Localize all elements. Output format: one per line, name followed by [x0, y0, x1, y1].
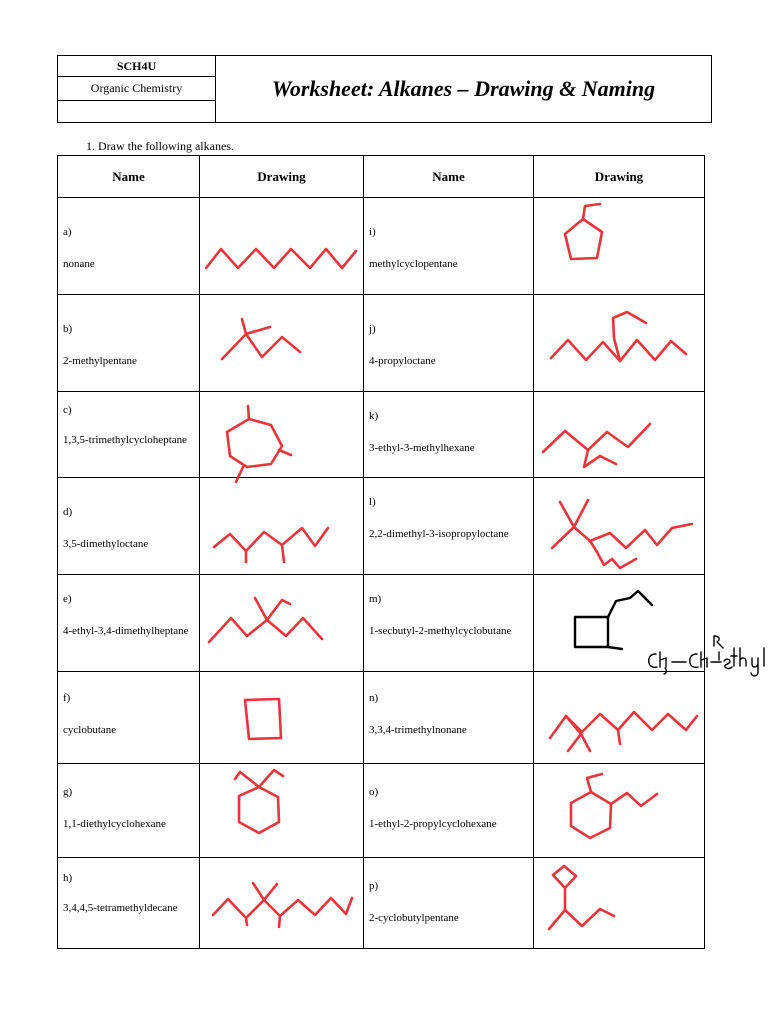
drawing-cell	[200, 672, 364, 764]
compound-name: 3,5-dimethyloctane	[63, 538, 149, 550]
compound-name: 3,4,4,5-tetramethyldecane	[63, 902, 178, 914]
drawing-cell	[200, 858, 364, 948]
compound-name: 4-ethyl-3,4-dimethylheptane	[63, 625, 189, 637]
compound-name: 1,3,5-trimethylcycloheptane	[63, 434, 188, 446]
name-cell	[364, 764, 534, 858]
name-cell	[58, 672, 200, 764]
compound-name: 2,2-dimethyl-3-isopropyloctane	[369, 528, 509, 540]
item-letter: h)	[63, 872, 73, 884]
name-cell	[364, 858, 534, 948]
name-cell	[58, 295, 200, 392]
item-letter: p)	[369, 880, 379, 892]
column-header-name-left: Name	[58, 156, 200, 198]
name-cell	[364, 198, 534, 295]
column-header-drawing-right: Drawing	[534, 156, 704, 198]
drawing-cell	[534, 392, 704, 478]
drawing-cell	[534, 198, 704, 295]
name-cell	[58, 858, 200, 948]
name-cell	[364, 672, 534, 764]
drawing-cell	[200, 764, 364, 858]
item-letter: k)	[369, 410, 379, 422]
compound-name: 1-ethyl-2-propylcyclohexane	[369, 818, 497, 830]
course-name: Organic Chemistry	[58, 77, 216, 101]
compound-name: 1,1-diethylcyclohexane	[63, 818, 166, 830]
instruction-text: 1. Draw the following alkanes.	[86, 139, 234, 153]
name-cell	[364, 575, 534, 672]
name-cell	[58, 478, 200, 575]
compound-name: nonane	[63, 258, 95, 270]
compound-name: cyclobutane	[63, 724, 117, 736]
item-letter: c)	[63, 404, 72, 416]
course-code: SCH4U	[58, 56, 216, 77]
item-letter: l)	[369, 496, 376, 508]
compound-name: 4-propyloctane	[369, 355, 436, 367]
compound-name: 2-methylpentane	[63, 355, 137, 367]
drawing-cell	[200, 295, 364, 392]
column-header-name-right: Name	[364, 156, 534, 198]
item-letter: b)	[63, 323, 73, 335]
name-cell	[364, 295, 534, 392]
compound-name: 2-cyclobutylpentane	[369, 912, 459, 924]
name-cell	[364, 392, 534, 478]
drawing-cell	[534, 764, 704, 858]
drawing-cell	[534, 858, 704, 948]
item-letter: e)	[63, 593, 72, 605]
header-empty-cell	[58, 101, 216, 123]
drawing-cell	[534, 295, 704, 392]
item-letter: f)	[63, 692, 71, 704]
drawing-cell	[200, 478, 364, 575]
name-cell	[58, 392, 200, 478]
drawing-cell	[200, 575, 364, 672]
compound-name: methylcyclopentane	[369, 258, 458, 270]
item-letter: g)	[63, 786, 73, 798]
name-cell	[364, 478, 534, 575]
item-letter: n)	[369, 692, 379, 704]
item-letter: m)	[369, 593, 382, 605]
drawing-cell	[200, 392, 364, 478]
item-letter: d)	[63, 506, 73, 518]
name-cell	[58, 764, 200, 858]
compound-name: 3,3,4-trimethylnonane	[369, 724, 467, 736]
worksheet-title: Worksheet: Alkanes – Drawing & Naming	[271, 76, 656, 101]
drawing-cell	[534, 672, 704, 764]
worksheet-header	[57, 55, 712, 123]
drawing-cell	[200, 198, 364, 295]
column-header-drawing-left: Drawing	[200, 156, 364, 198]
item-letter: o)	[369, 786, 379, 798]
item-letter: j)	[369, 323, 376, 335]
name-cell	[58, 198, 200, 295]
compound-name: 1-secbutyl-2-methylcyclobutane	[369, 625, 512, 637]
item-letter: i)	[369, 226, 376, 238]
alkanes-table	[57, 155, 705, 949]
drawing-cell	[534, 575, 704, 672]
compound-name: 3-ethyl-3-methylhexane	[369, 442, 475, 454]
drawing-cell	[534, 478, 704, 575]
item-letter: a)	[63, 226, 72, 238]
name-cell	[58, 575, 200, 672]
